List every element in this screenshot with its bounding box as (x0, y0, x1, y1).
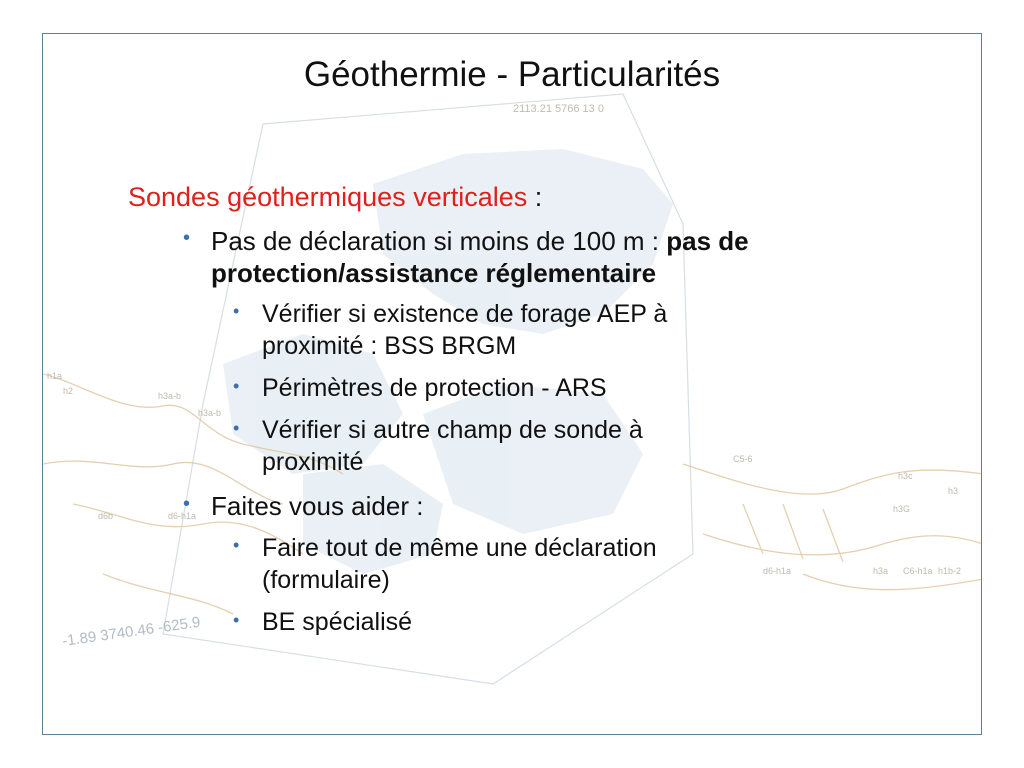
list-item (211, 225, 749, 257)
map-label: h1b-2 (938, 566, 962, 576)
list-item: Faites vous aider : (211, 491, 424, 521)
bullet-icon: • (233, 418, 240, 438)
map-label: C5-6 (733, 454, 753, 464)
item-text: Pas de déclaration si moins de 100 m : (211, 226, 667, 256)
map-label: h3a-b (158, 391, 182, 401)
subitem-text-continued: proximité : BSS BRGM (262, 332, 517, 360)
map-label: d6b (98, 511, 114, 521)
subitem-text-continued: proximité (262, 448, 364, 476)
map-label: h3G (893, 504, 911, 514)
map-label: h3c (898, 471, 913, 481)
subitem-text: Vérifier si autre champ de sonde à (262, 416, 643, 444)
map-label: d6-h1a (763, 566, 792, 576)
subitem-text: Périmètres de protection - ARS (262, 374, 607, 402)
bullet-icon: • (233, 610, 240, 630)
bullet-icon: • (233, 376, 240, 396)
bullet-icon: • (183, 227, 191, 249)
subitem-text-continued: (formulaire) (262, 566, 390, 594)
heading-text: Sondes géothermiques verticales (128, 182, 528, 212)
subitem-text: Faire tout de même une déclaration (262, 534, 657, 562)
section-heading (128, 181, 542, 213)
heading-colon: : (527, 182, 543, 212)
map-label: h2 (63, 386, 74, 396)
map-label: -1.89 3740.46 -625.9 (61, 613, 202, 650)
map-label: C6-h1a (903, 566, 933, 576)
map-label: h3a (873, 566, 889, 576)
item-bold-text-continued: protection/assistance réglementaire (211, 258, 657, 288)
item-bold-text: pas de (666, 226, 749, 256)
bullet-icon: • (233, 301, 240, 321)
map-label: h1a (47, 371, 63, 381)
map-label: 2113.21 5766 13 0 (513, 103, 604, 115)
subitem-text: BE spécialisé (262, 608, 413, 636)
map-label: d6-h1a (168, 511, 197, 521)
subitem-text: Vérifier si existence de forage AEP à (262, 300, 668, 328)
bullet-icon: • (233, 535, 240, 555)
map-label: h3 (948, 486, 959, 496)
map-label: h3a-b (198, 408, 222, 418)
bullet-icon: • (183, 493, 191, 515)
slide-title: Géothermie - Particularités (303, 55, 721, 94)
